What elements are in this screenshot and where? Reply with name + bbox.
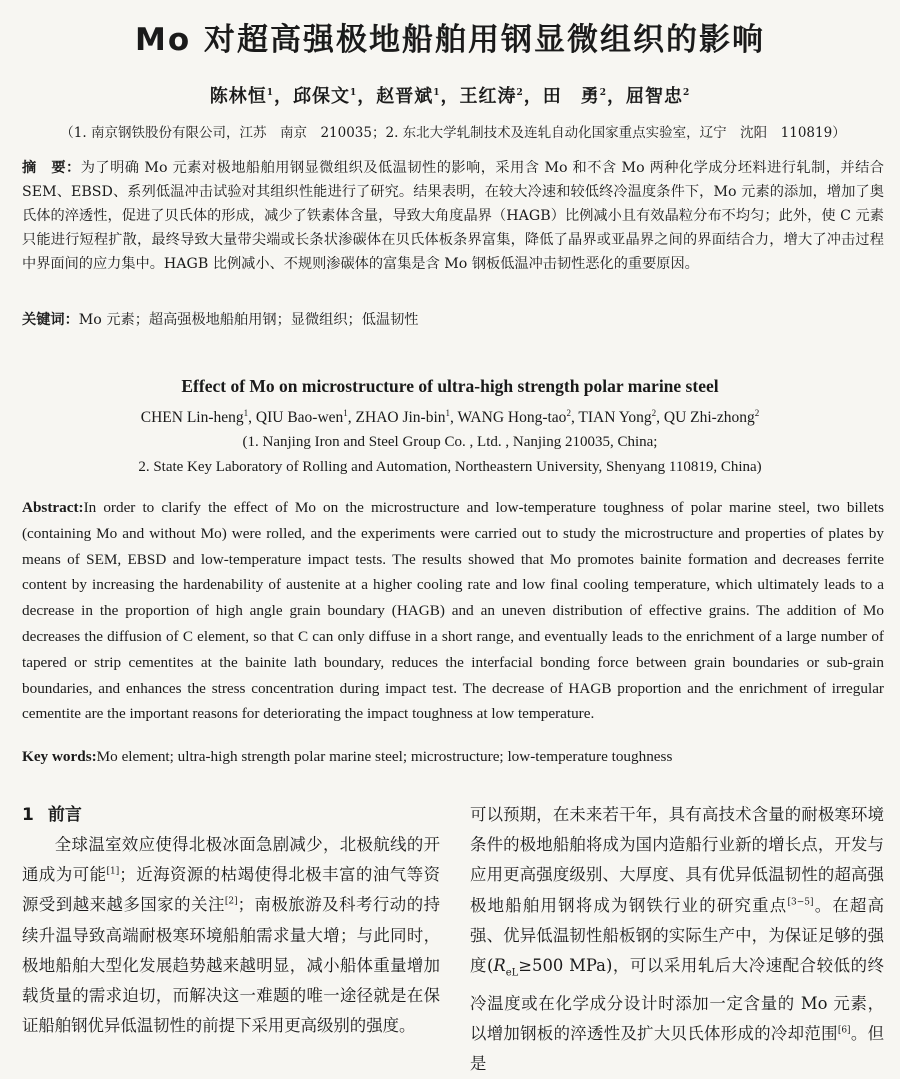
author-cn: 屈智忠$^2$ (626, 86, 691, 107)
body-column-right (470, 800, 884, 1079)
abstract-en-text: In order to clarify the effect of Mo on the microstructure and low-temperature toughness of polar marine steel, two billets (containing Mo and without Mo) were rolled, and the experiments were carried out to study the microstructure and properties of plates by means of SEM, EBSD and low-temperature impact tests. The results showed that Mo promotes bainite formation and decreases ferrite content by increasing the hardenability of austenite at a higher cooling rate and low final cooling temperature, which ultimately leads to a decrease in the proportion of high angle grain boundary (HAGB) and an uneven distribution of effective grains. The addition of Mo decreases the diffusion of C element, so that C can only diffuse in a short range, and eventually leads to the enrichment of a large number of tapered or strip cementites at the bainite lath boundary, reduces the interfacial bonding force between grain boundaries or sub-grain boundaries, and enhances the stress concentration during impact test. The decrease of HAGB proportion and the enrichment of irregular cementite are the important reasons for deteriorating the impact toughness at low temperature. (22, 499, 884, 723)
author-list-en: CHEN Lin-heng$^1$, QIU Bao-wen$^1$, ZHAO Jin-bin$^1$, WANG Hong-tao$^2$, TIAN Yong$^2$, QU Zhi-zhong$^2$ (140, 407, 760, 426)
section-heading (22, 800, 440, 830)
abstract-cn-label: 摘 要： (22, 160, 81, 176)
abstract-en-label: Abstract: (22, 499, 84, 516)
keywords-en (22, 745, 884, 769)
paper-title-cn: Mo 对超高强极地船舶用钢显微组织的影响 (135, 22, 765, 58)
author-cn: 王红涛$^2$ (459, 86, 524, 107)
body-column-left (22, 800, 440, 1041)
author-cn: 田 勇$^2$ (542, 86, 608, 107)
author-cn: 赵晋斌$^1$ (376, 86, 441, 107)
body-paragraph: 可以预期，在未来若干年，具有高技术含量的耐极寒环境条件的极地船舶将成为国内造船行业新的增长点，开发与应用更高强度级别、大厚度、具有优异低温韧性的超高强极地船舶用钢将成为钢铁行业的研究重点[3−5]。在超高强、优异低温韧性船板钢的实际生产中，为保证足够的强度($R_{eL}\ge 500$ MPa)，可以采用轧后大冷速配合较低的终冷温度或在化学成分设计时添加一定含量的 Mo 元素，以增加钢板的淬透性及扩大贝氏体形成的冷却范围[6]。但是 (470, 805, 885, 1073)
yield-strength-symbol: R (493, 956, 506, 976)
keywords-cn-label: 关键词： (22, 312, 79, 328)
keywords-en-text: Mo element; ultra-high strength polar marine steel; microstructure; low-temperature toughness (96, 748, 673, 765)
abstract-cn (22, 156, 884, 276)
author-en: CHEN Lin-heng$^1$ (140, 407, 249, 426)
author-list-cn: 陈林恒$^1$，邱保文$^1$，赵晋斌$^1$，王红涛$^2$，田 勇$^2$，屈智忠$^2$ (209, 86, 691, 107)
abstract-en (22, 495, 884, 727)
author-cn: 邱保文$^1$ (292, 86, 358, 107)
author-en: WANG Hong-tao$^2$ (457, 407, 571, 426)
citation: [6] (837, 1025, 851, 1036)
author-en: QU Zhi-zhong$^2$ (663, 407, 760, 426)
abstract-cn-text: 为了明确 Mo 元素对极地船舶用钢显微组织及低温韧性的影响，采用含 Mo 和不含 Mo 两种化学成分坯料进行轧制，并结合 SEM、EBSD、系列低温冲击试验对其组织性能进行了研究。结果表明，在较大冷速和较低终冷温度条件下，Mo 元素的添加，增加了奥氏体的淬透性，促进了贝氏体的形成，减少了铁素体含量，导致大角度晶界（HAGB）比例减小且有效晶粒分布不均匀；此外，使 C 元素只能进行短程扩散，最终导致大量带尖端或长条状渗碳体在贝氏体板条界富集，降低了晶界或亚晶界之间的界面结合力，增大了冲击过程中界面间的应力集中。HAGB 比例减小、不规则渗碳体的富集是含 Mo 钢板低温冲击韧性恶化的重要原因。 (22, 160, 884, 272)
author-en: QIU Bao-wen$^1$ (255, 407, 348, 426)
keywords-cn-text: Mo 元素；超高强极地船舶用钢；显微组织；低温韧性 (78, 312, 419, 328)
affiliation-en-1: (1. Nanjing Iron and Steel Group Co. , Ltd. , Nanjing 210035, China; (242, 434, 658, 450)
section-title: 前言 (47, 805, 82, 825)
keywords-cn (22, 308, 884, 332)
citation: [2] (224, 896, 238, 907)
paper-title-en: Effect of Mo on microstructure of ultra-high strength polar marine steel (181, 376, 719, 396)
author-en: TIAN Yong$^2$ (578, 407, 657, 426)
body-paragraph: 全球温室效应使得北极冰面急剧减少，北极航线的开通成为可能[1]；近海资源的枯竭使得北极丰富的油气等资源受到越来越多国家的关注[2]；南极旅游及科考行动的持续升温导致高端耐极寒环境船舶需求量大增；与此同时，极地船舶大型化发展趋势越来越明显，减小船体重量增加载货量的需求迫切，而解决这一难题的唯一途径就是在保证船舶钢优异低温韧性的前提下采用更高级别的强度。 (22, 835, 441, 1036)
affiliation-cn: （1. 南京钢铁股份有限公司，江苏 南京 210035；2. 东北大学轧制技术及连轧自动化国家重点实验室，辽宁 沈阳 110819） (60, 125, 846, 141)
author-cn: 陈林恒$^1$ (209, 86, 274, 107)
citation: [3−5] (787, 897, 814, 908)
keywords-en-label: Key words: (22, 748, 97, 765)
author-en: ZHAO Jin-bin$^1$ (355, 407, 451, 426)
section-number: 1 (22, 805, 34, 825)
affiliation-en-2: 2. State Key Laboratory of Rolling and Automation, Northeastern University, Shenyang 110819, China) (138, 459, 762, 475)
citation: [1] (106, 866, 120, 877)
